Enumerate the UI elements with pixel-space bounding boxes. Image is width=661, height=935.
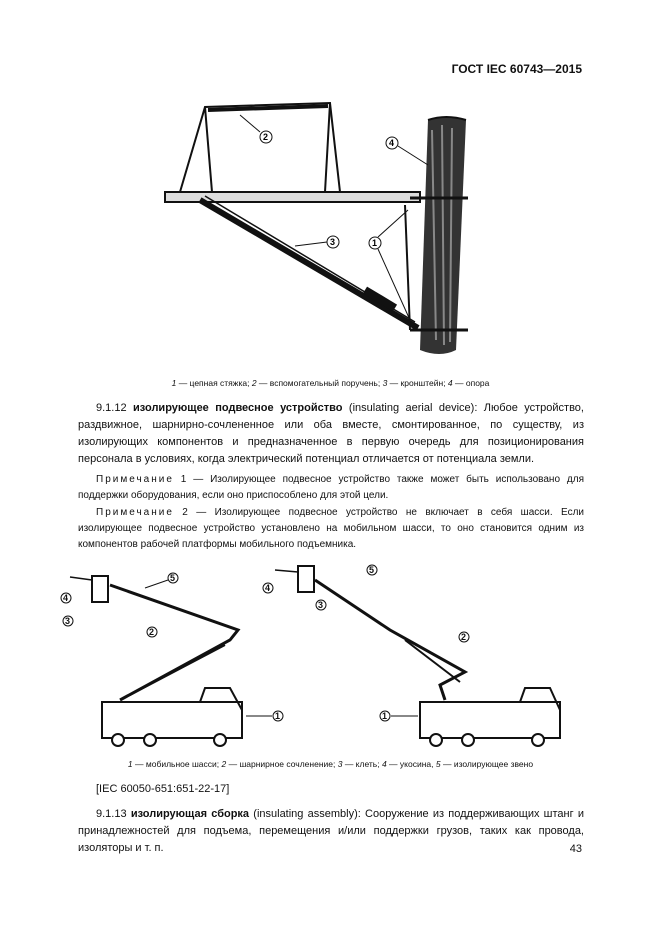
page-number: 43 [569, 843, 582, 855]
figure1-label-3 [295, 236, 339, 248]
svg-text:4: 4 [389, 138, 395, 148]
definition-9-1-13: 9.1.13 изолирующая сборка (insulating assembly): Сооружение из поддерживающих штанг и принадлежностей для подъема, перемещения и/или поддержки грузов, таких как провода, изоляторы и т. п. [78, 808, 584, 854]
svg-text:3: 3 [330, 237, 336, 247]
aerial-device-left [70, 576, 242, 746]
svg-text:5: 5 [170, 573, 176, 583]
definition-9-1-12: 9.1.12 изолирующее подвесное устройство (insulating aerial device): Любое устройство, раздвижное, шарнирно-сочлененное или оба вместе, смонтированное, по существу, из изолирующих компонентов и предназначенное в первую очередь для позиционирования персонала в условиях, когда электрический потенциал отличается от потенциала земли. [78, 402, 584, 465]
svg-text:2: 2 [149, 627, 155, 637]
svg-text:3: 3 [65, 616, 71, 626]
figure-aerial-devices [0, 555, 661, 750]
svg-text:3: 3 [318, 600, 324, 610]
svg-text:5: 5 [369, 565, 375, 575]
figure1-caption: 1 — цепная стяжка; 2 — вспомогательный поручень; 3 — кронштейн; 4 — опора [171, 378, 490, 388]
note-2: Примечание 2 — Изолирующее подвесное устройство не включает в себя шасси. Если изолирующее подвесное устройство установлено на мобильном шасси, то оно становится одним из компонентов рабочей платформы мобильного подъемника. [78, 507, 584, 550]
svg-text:1: 1 [372, 238, 378, 248]
document-header: ГОСТ IEC 60743—2015 [451, 62, 582, 76]
figure1-label-4 [386, 137, 428, 165]
svg-text:1: 1 [382, 711, 388, 721]
svg-text:4: 4 [63, 593, 69, 603]
svg-text:2: 2 [263, 132, 269, 142]
svg-text:2: 2 [461, 632, 467, 642]
figure2-caption: 1 — мобильное шасси; 2 — шарнирное сочленение; 3 — клеть; 4 — укосина, 5 — изолирующее звено [127, 759, 534, 769]
svg-text:1: 1 [275, 711, 281, 721]
svg-text:4: 4 [265, 583, 271, 593]
pole-illustration [420, 117, 466, 354]
figure1-label-2 [240, 115, 272, 143]
aerial-device-right [275, 566, 560, 746]
figure-pole-bracket [0, 95, 661, 365]
note-1: Примечание 1 — Изолирующее подвесное устройство также может быть использовано для поддержки оборудования, если оно приспособлено для этой цели. [78, 474, 584, 501]
iec-reference: [IEC 60050-651:651-22-17] [96, 783, 230, 795]
